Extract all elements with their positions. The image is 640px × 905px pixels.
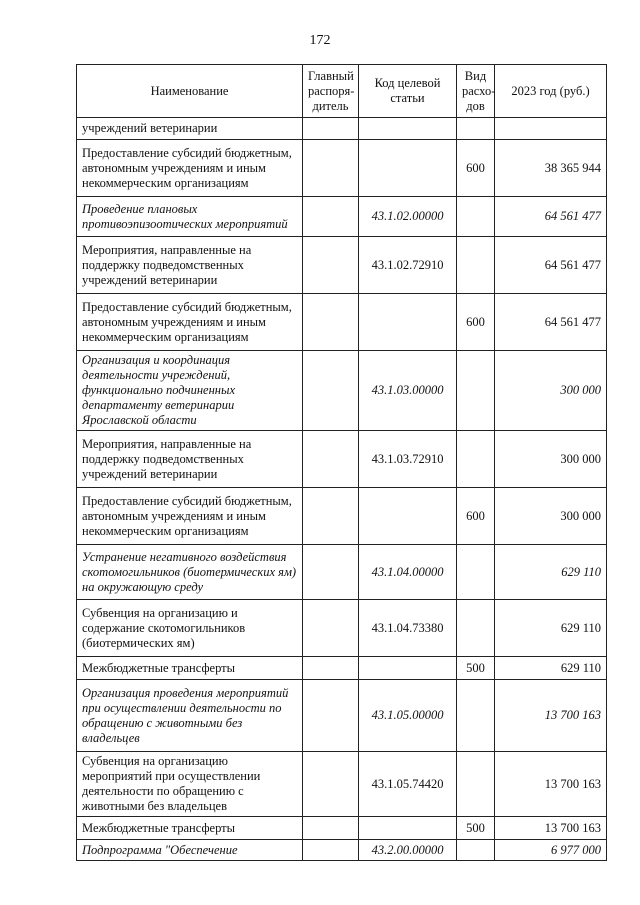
header-main-manager: Главный распоря-дитель <box>303 65 359 118</box>
cell-main-manager <box>303 351 359 431</box>
cell-name: Предоставление субсидий бюджетным, автономным учреждениям и иным некоммерческим организациям <box>77 140 303 197</box>
table-row <box>77 118 607 140</box>
cell-amount: 629 110 <box>495 600 607 657</box>
cell-main-manager <box>303 431 359 488</box>
cell-main-manager <box>303 752 359 817</box>
cell-target-code: 43.1.04.00000 <box>359 545 457 600</box>
header-expense-type: Вид расхо-дов <box>457 65 495 118</box>
header-target-code: Код целевой статьи <box>359 65 457 118</box>
cell-expense-type <box>457 680 495 752</box>
cell-target-code: 43.1.05.00000 <box>359 680 457 752</box>
table-row <box>77 351 607 431</box>
cell-target-code <box>359 657 457 680</box>
cell-main-manager <box>303 488 359 545</box>
cell-expense-type <box>457 840 495 861</box>
table-row <box>77 197 607 237</box>
cell-target-code: 43.2.00.00000 <box>359 840 457 861</box>
table-row <box>77 140 607 197</box>
table-header-row <box>77 65 607 118</box>
table-row <box>77 600 607 657</box>
cell-expense-type <box>457 600 495 657</box>
cell-expense-type: 500 <box>457 657 495 680</box>
cell-target-code: 43.1.02.00000 <box>359 197 457 237</box>
cell-amount: 64 561 477 <box>495 197 607 237</box>
table-row <box>77 294 607 351</box>
cell-amount: 629 110 <box>495 545 607 600</box>
cell-main-manager <box>303 840 359 861</box>
table-row <box>77 488 607 545</box>
cell-target-code <box>359 140 457 197</box>
cell-target-code <box>359 294 457 351</box>
cell-amount: 629 110 <box>495 657 607 680</box>
cell-name: Субвенция на организацию и содержание скотомогильников (биотермических ям) <box>77 600 303 657</box>
cell-amount: 6 977 000 <box>495 840 607 861</box>
cell-name: Подпрограмма "Обеспечение <box>77 840 303 861</box>
cell-target-code: 43.1.04.73380 <box>359 600 457 657</box>
table-row <box>77 817 607 840</box>
cell-name: Предоставление субсидий бюджетным, автономным учреждениям и иным некоммерческим организациям <box>77 294 303 351</box>
cell-target-code: 43.1.05.74420 <box>359 752 457 817</box>
cell-name: Предоставление субсидий бюджетным, автономным учреждениям и иным некоммерческим организациям <box>77 488 303 545</box>
cell-name: Межбюджетные трансферты <box>77 657 303 680</box>
cell-amount: 300 000 <box>495 488 607 545</box>
cell-expense-type: 600 <box>457 488 495 545</box>
cell-expense-type <box>457 197 495 237</box>
cell-main-manager <box>303 197 359 237</box>
cell-amount: 13 700 163 <box>495 817 607 840</box>
table-row <box>77 752 607 817</box>
cell-target-code <box>359 488 457 545</box>
cell-expense-type <box>457 752 495 817</box>
page-number: 172 <box>309 33 331 48</box>
cell-main-manager <box>303 118 359 140</box>
cell-amount: 38 365 944 <box>495 140 607 197</box>
cell-expense-type: 600 <box>457 140 495 197</box>
cell-main-manager <box>303 600 359 657</box>
cell-amount <box>495 118 607 140</box>
cell-expense-type <box>457 351 495 431</box>
table-row <box>77 431 607 488</box>
cell-name: Проведение плановых противоэпизоотических мероприятий <box>77 197 303 237</box>
cell-target-code <box>359 817 457 840</box>
table-row <box>77 237 607 294</box>
cell-amount: 64 561 477 <box>495 294 607 351</box>
cell-expense-type <box>457 237 495 294</box>
cell-main-manager <box>303 817 359 840</box>
cell-main-manager <box>303 680 359 752</box>
cell-expense-type <box>457 118 495 140</box>
table-row <box>77 545 607 600</box>
cell-name: Межбюджетные трансферты <box>77 817 303 840</box>
cell-expense-type: 500 <box>457 817 495 840</box>
cell-amount: 300 000 <box>495 431 607 488</box>
cell-target-code <box>359 118 457 140</box>
cell-name: Мероприятия, направленные на поддержку подведомственных учреждений ветеринарии <box>77 431 303 488</box>
cell-main-manager <box>303 294 359 351</box>
cell-name: Мероприятия, направленные на поддержку подведомственных учреждений ветеринарии <box>77 237 303 294</box>
cell-name: Устранение негативного воздействия скотомогильников (биотермических ям) на окружающую среду <box>77 545 303 600</box>
table-body <box>77 118 607 861</box>
cell-main-manager <box>303 140 359 197</box>
cell-name: Организация проведения мероприятий при осуществлении деятельности по обращению с животными без владельцев <box>77 680 303 752</box>
cell-target-code: 43.1.03.00000 <box>359 351 457 431</box>
cell-expense-type: 600 <box>457 294 495 351</box>
cell-amount: 300 000 <box>495 351 607 431</box>
header-amount-2023: 2023 год (руб.) <box>495 65 607 118</box>
cell-main-manager <box>303 237 359 294</box>
cell-expense-type <box>457 431 495 488</box>
cell-amount: 13 700 163 <box>495 680 607 752</box>
cell-main-manager <box>303 657 359 680</box>
cell-main-manager <box>303 545 359 600</box>
cell-expense-type <box>457 545 495 600</box>
cell-target-code: 43.1.02.72910 <box>359 237 457 294</box>
table-row <box>77 840 607 861</box>
cell-target-code: 43.1.03.72910 <box>359 431 457 488</box>
cell-name: Организация и координация деятельности учреждений, функционально подчиненных департаменту ветеринарии Ярославской области <box>77 351 303 431</box>
cell-name: Субвенция на организацию мероприятий при осуществлении деятельности по обращению с животными без владельцев <box>77 752 303 817</box>
cell-name: учреждений ветеринарии <box>77 118 303 140</box>
cell-amount: 13 700 163 <box>495 752 607 817</box>
header-name: Наименование <box>77 65 303 118</box>
table-row <box>77 680 607 752</box>
cell-amount: 64 561 477 <box>495 237 607 294</box>
budget-table <box>76 64 607 861</box>
table-row <box>77 657 607 680</box>
